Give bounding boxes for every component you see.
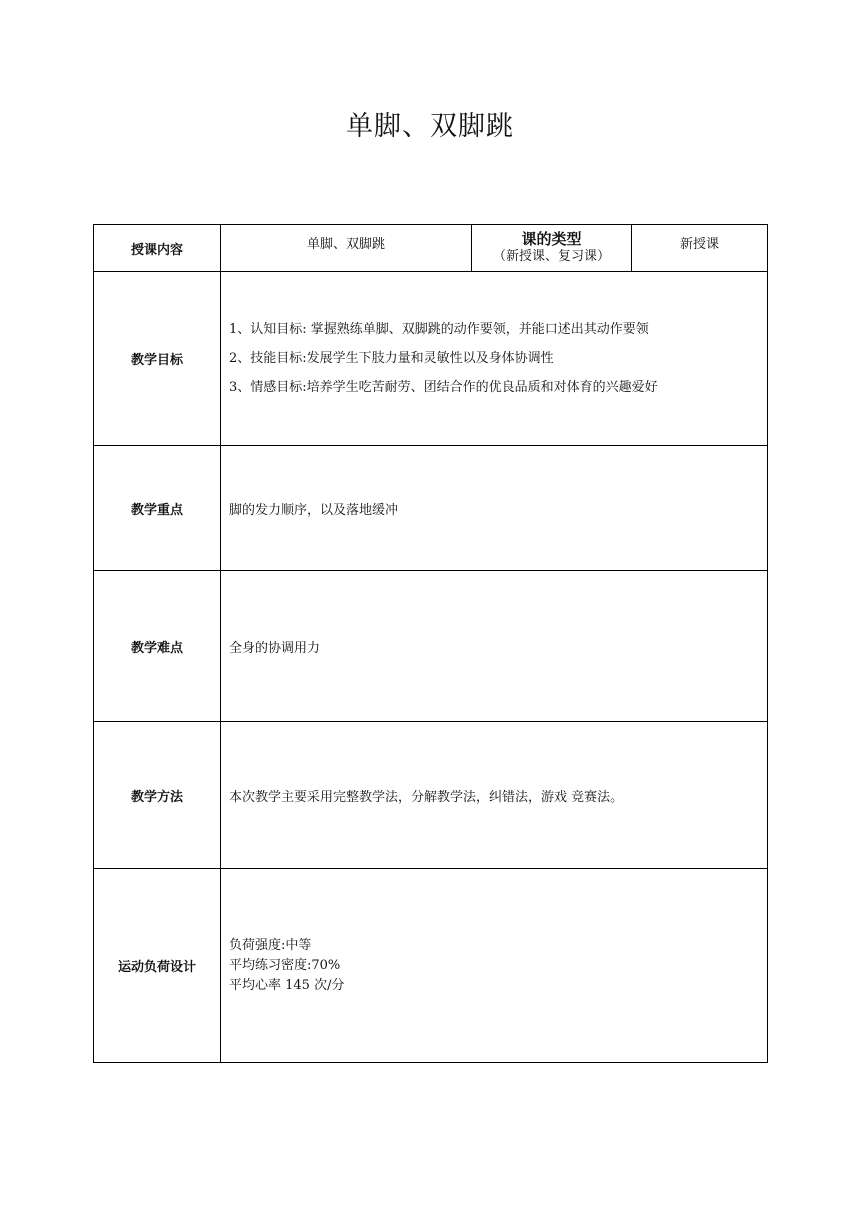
- key-points-text: 脚的发力顺序，以及落地缓冲: [221, 446, 768, 571]
- row-key-points: [94, 446, 768, 571]
- objectives-content: [221, 272, 768, 446]
- load-design-label: 运动负荷设计: [94, 869, 221, 1063]
- type-cell: [472, 225, 632, 272]
- load-line: 平均心率 145 次/分: [229, 977, 345, 993]
- objective-item: 3、情感目标:培养学生吃苦耐劳、团结合作的优良品质和对体育的兴趣爱好: [229, 380, 658, 395]
- row-load-design: [94, 869, 768, 1063]
- load-line: 平均练习密度:70%: [229, 957, 341, 973]
- load-design-content: [221, 869, 768, 1063]
- row-difficulties: [94, 571, 768, 722]
- page-title: 单脚、双脚跳: [346, 111, 514, 142]
- row-content: [94, 225, 768, 272]
- key-points-label: 教学重点: [94, 446, 221, 571]
- content-value: 单脚、双脚跳: [221, 225, 472, 272]
- type-label: 课的类型: [521, 230, 582, 248]
- type-sub-label: （新授课、复习课）: [492, 249, 610, 264]
- difficulties-text: 全身的协调用力: [221, 571, 768, 722]
- type-value: 新授课: [632, 225, 768, 272]
- difficulties-label: 教学难点: [94, 571, 221, 722]
- methods-label: 教学方法: [94, 722, 221, 869]
- row-methods: [94, 722, 768, 869]
- methods-text: 本次教学主要采用完整教学法，分解教学法，纠错法，游戏 竞赛法。: [221, 722, 768, 869]
- objective-item: 2、技能目标:发展学生下肢力量和灵敏性以及身体协调性: [229, 351, 554, 366]
- content-label: 授课内容: [94, 225, 221, 272]
- lesson-plan-table: [93, 224, 768, 1063]
- objective-item: 1、认知目标: 掌握熟练单脚、双脚跳的动作要领，并能口述出其动作要领: [229, 322, 649, 337]
- objectives-label: 教学目标: [94, 272, 221, 446]
- load-line: 负荷强度:中等: [229, 937, 312, 953]
- row-objectives: [94, 272, 768, 446]
